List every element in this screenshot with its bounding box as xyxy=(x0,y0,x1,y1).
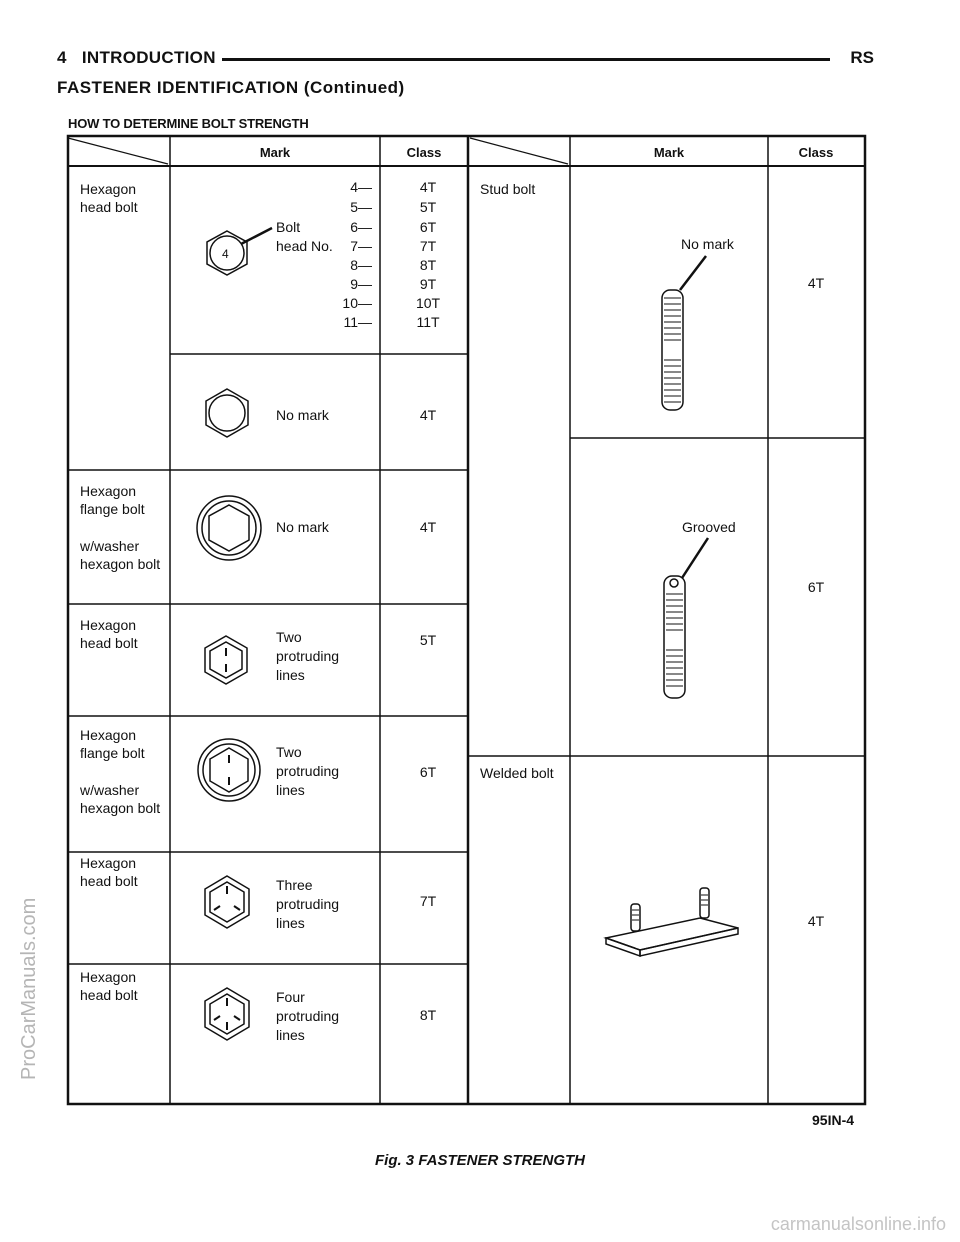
row6-type-line1: Hexagon xyxy=(80,855,137,871)
side-watermark: ProCarManuals.com xyxy=(18,897,40,1080)
class-8t: 8T xyxy=(419,257,437,273)
row1-type-line2: head bolt xyxy=(80,199,138,215)
footer-watermark: carmanualsonline.info xyxy=(770,1214,946,1234)
row5-type-line1: Hexagon xyxy=(80,727,137,743)
row2-mark: No mark xyxy=(276,407,329,423)
row-welded-bolt xyxy=(480,765,825,956)
header-mark-left: Mark xyxy=(259,145,291,160)
class-11t: 11T xyxy=(416,314,440,330)
row4-type-line1: Hexagon xyxy=(80,617,137,633)
bolt-head-number: 4 xyxy=(222,247,229,261)
row3-type-line1: Hexagon xyxy=(80,483,137,499)
row5-mark-line3: lines xyxy=(276,782,305,798)
bolt-number-8: 8— xyxy=(350,257,372,273)
four-lines-hex-head-icon xyxy=(205,988,249,1040)
bolt-number-5: 5— xyxy=(350,199,372,215)
welded-bolt-class: 4T xyxy=(807,913,825,929)
flange-two-lines-head-icon xyxy=(198,739,260,801)
row3-type-line2: flange bolt xyxy=(80,501,145,517)
bolt-number-9: 9— xyxy=(350,276,372,292)
stud-no-mark-class: 4T xyxy=(807,275,825,291)
row7-mark-line2: protruding xyxy=(276,1008,340,1024)
row7-mark-line3: lines xyxy=(276,1027,305,1043)
stud-grooved-label: Grooved xyxy=(682,519,736,535)
header-mark-right: Mark xyxy=(653,145,685,160)
two-lines-hex-head-icon xyxy=(205,636,247,684)
bolt-number-6: 6— xyxy=(350,219,372,235)
row-flange-two-lines-6t xyxy=(79,727,437,816)
class-10t: 10T xyxy=(415,295,441,311)
section-name: INTRODUCTION xyxy=(81,48,216,67)
three-lines-hex-head-icon xyxy=(205,876,249,928)
page-number: 4 xyxy=(57,48,67,67)
row-flange-no-mark xyxy=(79,483,437,572)
row-hexagon-no-mark xyxy=(206,389,437,437)
row1-mark-line2: head No. xyxy=(276,238,333,254)
header-class-right: Class xyxy=(798,145,834,160)
section-title: FASTENER IDENTIFICATION (Continued) xyxy=(57,78,405,97)
row3-class: 4T xyxy=(419,519,437,535)
row5-mark-line1: Two xyxy=(276,744,302,760)
row-four-lines-8t xyxy=(80,969,437,1043)
welded-bolt-type: Welded bolt xyxy=(480,765,554,781)
row6-type-line2: head bolt xyxy=(80,873,138,889)
row-stud-bolt-grooved xyxy=(664,519,825,698)
stud-bolt-type: Stud bolt xyxy=(480,181,536,197)
row7-class: 8T xyxy=(419,1007,437,1023)
row6-mark-line2: protruding xyxy=(276,896,340,912)
row2-class: 4T xyxy=(419,407,437,423)
header-class-left: Class xyxy=(406,145,442,160)
class-7t: 7T xyxy=(419,238,437,254)
row4-mark-line3: lines xyxy=(276,667,305,683)
figure-caption: Fig. 3 FASTENER STRENGTH xyxy=(374,1152,585,1169)
figure-title: HOW TO DETERMINE BOLT STRENGTH xyxy=(68,116,309,131)
row3-mark: No mark xyxy=(276,519,329,535)
bolt-number-4: 4— xyxy=(350,179,372,195)
stud-no-mark-label: No mark xyxy=(681,236,734,252)
row4-type-line2: head bolt xyxy=(80,635,138,651)
row5-mark-line2: protruding xyxy=(276,763,340,779)
bolt-number-10: 10— xyxy=(342,295,372,311)
row7-mark-line1: Four xyxy=(276,989,305,1005)
row5-type-line4: w/washer xyxy=(80,782,140,798)
row6-mark-line1: Three xyxy=(276,877,313,893)
class-6t: 6T xyxy=(419,219,437,235)
bolt-number-11: 11— xyxy=(343,314,372,330)
row-three-lines-7t xyxy=(80,855,437,931)
flange-head-icon xyxy=(197,496,261,560)
row7-type-line1: Hexagon xyxy=(80,969,137,985)
row4-mark-line1: Two xyxy=(276,629,302,645)
model-code: RS xyxy=(850,48,874,67)
stud-grooved-class: 6T xyxy=(807,579,825,595)
class-9t: 9T xyxy=(419,276,437,292)
row1-type-line1: Hexagon xyxy=(80,181,137,197)
class-5t: 5T xyxy=(419,199,437,215)
row1-mark-line1: Bolt xyxy=(276,219,301,235)
class-4t: 4T xyxy=(419,179,437,195)
row5-type-line5: hexagon bolt xyxy=(80,800,161,816)
row3-type-line4: w/washer xyxy=(80,538,140,554)
stud-bolt-icon xyxy=(662,290,683,410)
row7-type-line2: head bolt xyxy=(80,987,138,1003)
row-two-lines-5t xyxy=(80,617,437,684)
row5-type-line2: flange bolt xyxy=(80,745,145,761)
row-stud-bolt-no-mark xyxy=(480,181,825,410)
numbered-hex-head-icon xyxy=(207,228,272,275)
row-hexagon-head-numbered xyxy=(80,179,441,330)
plain-hex-head-icon xyxy=(206,389,248,437)
row4-class: 5T xyxy=(419,632,437,648)
grooved-stud-icon xyxy=(664,576,685,698)
row6-class: 7T xyxy=(419,893,437,909)
table-grid xyxy=(68,136,865,1104)
bolt-number-7: 7— xyxy=(350,238,372,254)
welded-bolt-icon xyxy=(606,888,738,956)
figure-code: 95IN-4 xyxy=(812,1112,855,1128)
row3-type-line5: hexagon bolt xyxy=(80,556,161,572)
row5-class: 6T xyxy=(419,764,437,780)
row6-mark-line3: lines xyxy=(276,915,305,931)
row4-mark-line2: protruding xyxy=(276,648,340,664)
